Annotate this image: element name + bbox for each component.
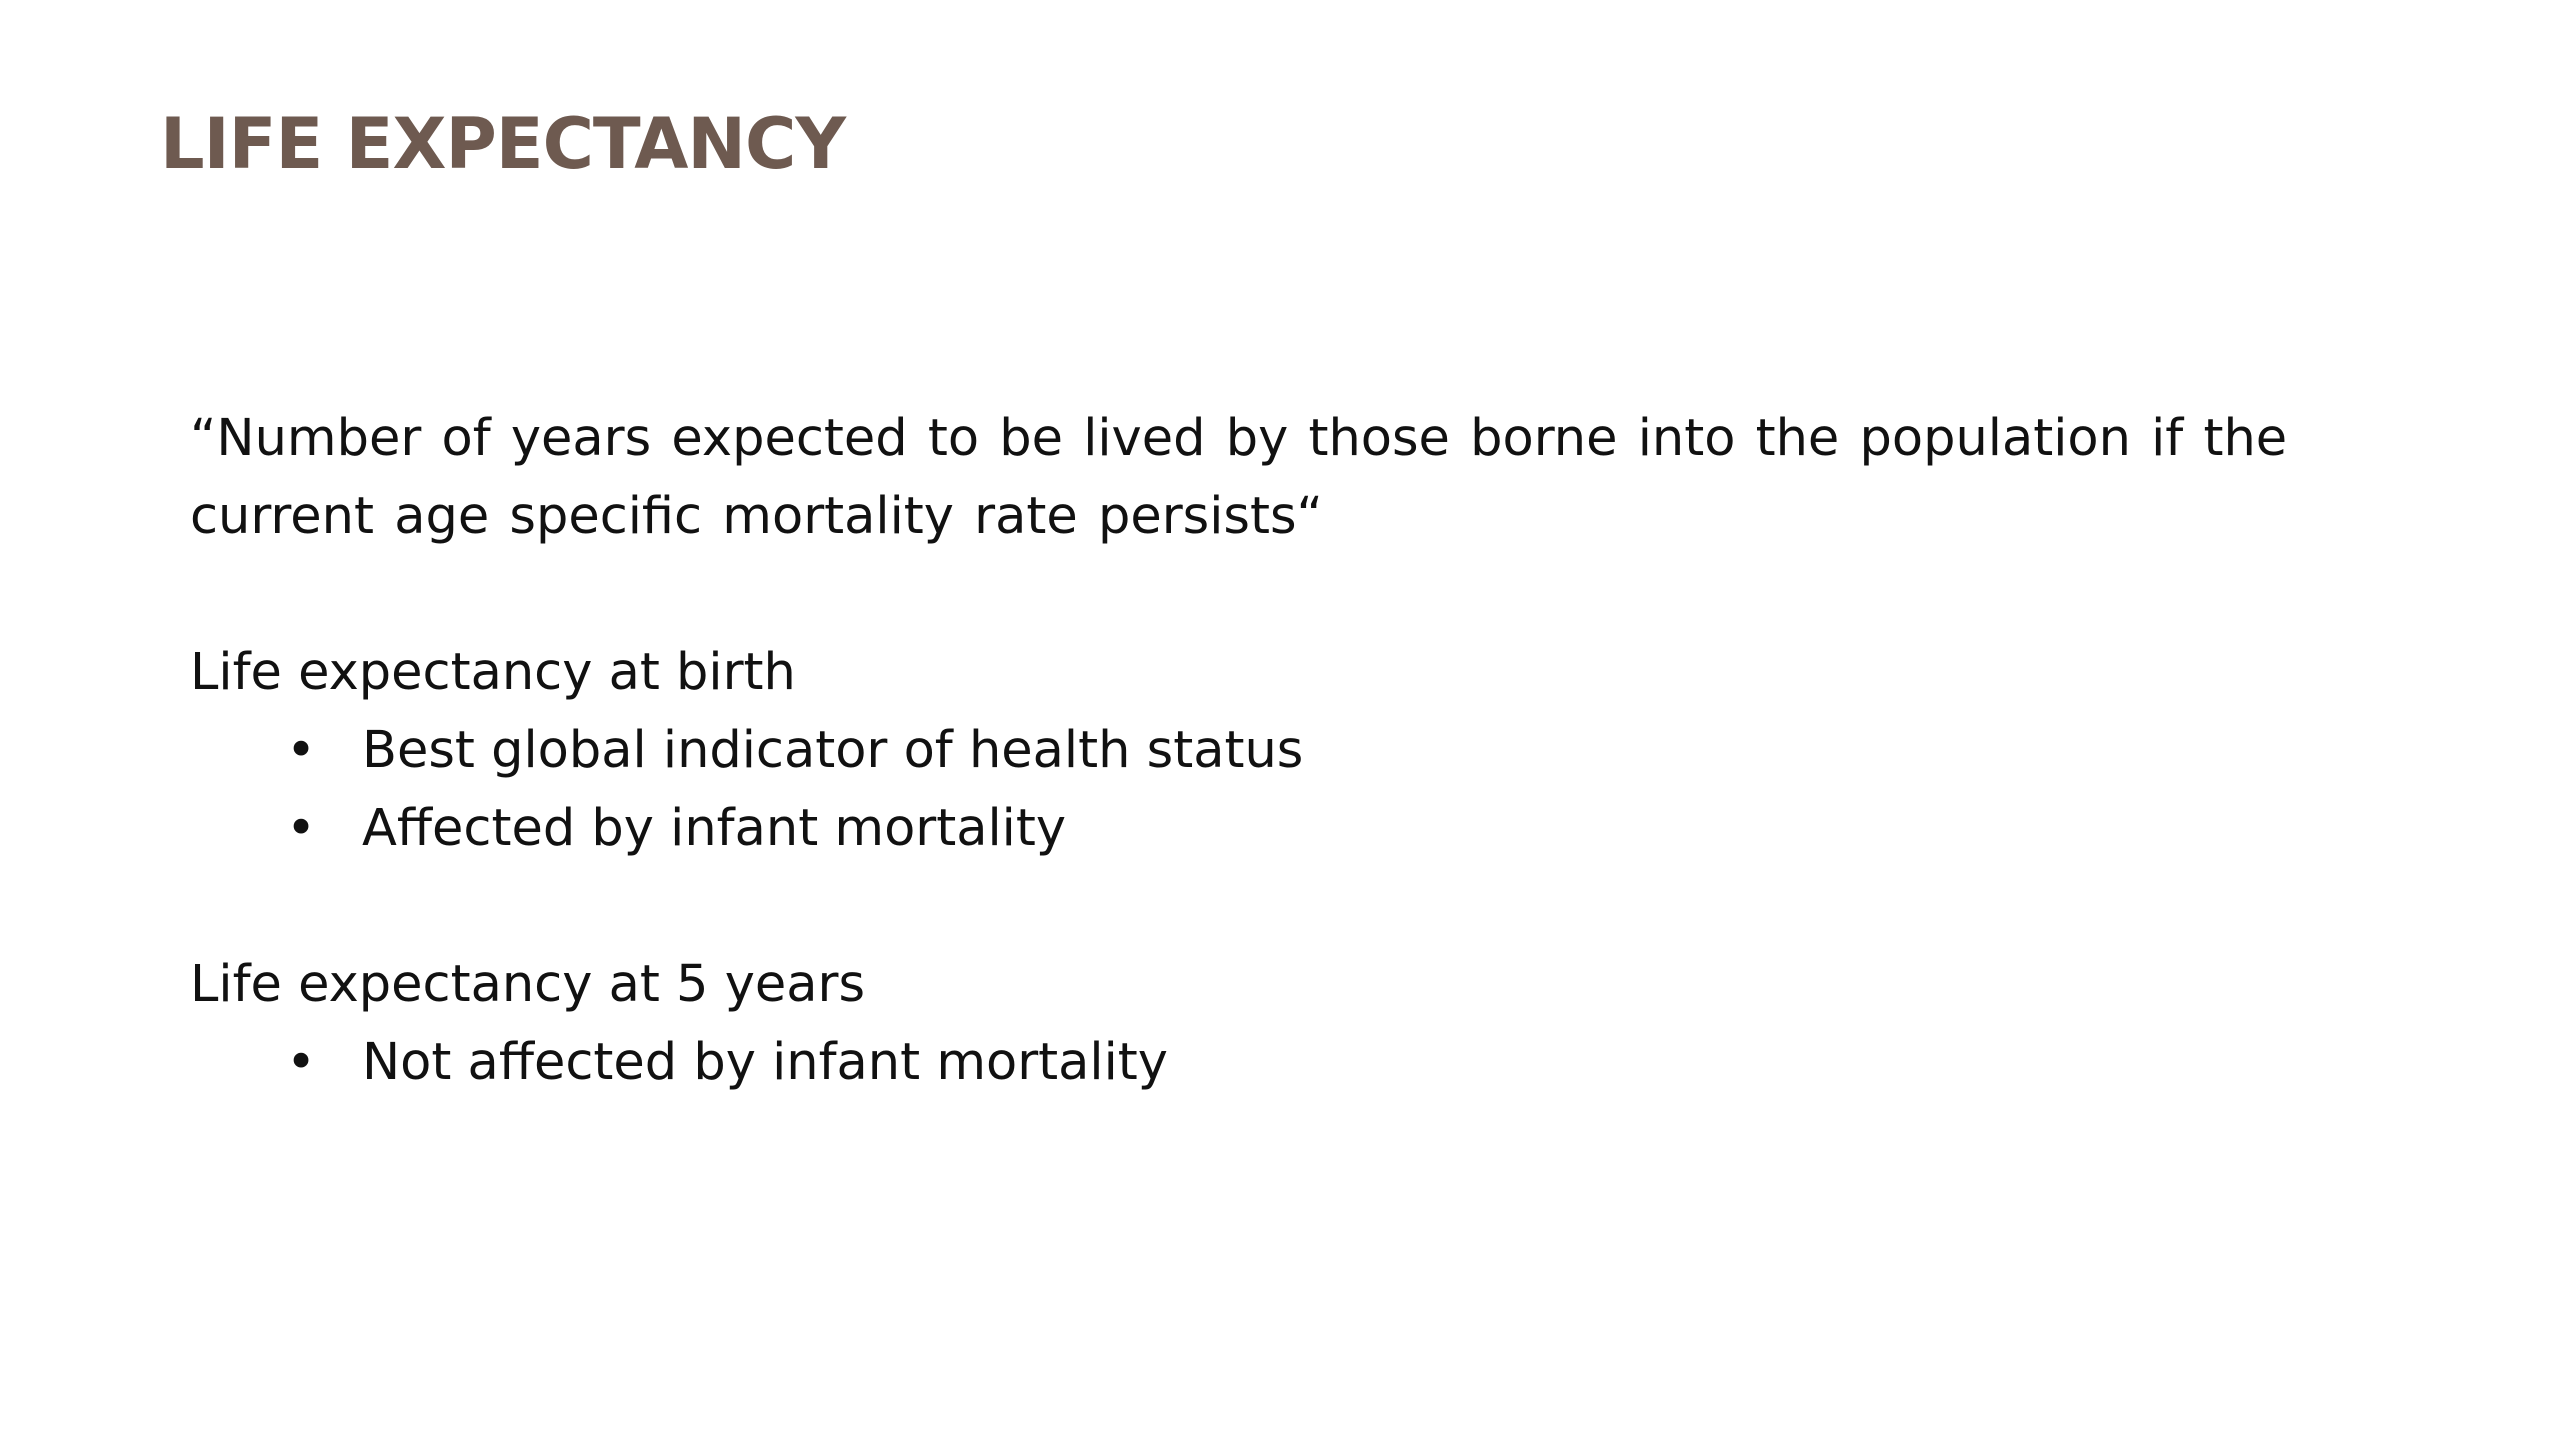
list-item [190, 712, 2310, 790]
bullet-text: Affected by infant mortality [362, 799, 1067, 858]
bullet-text: Best global indicator of health status [362, 721, 1304, 780]
bullet-text: Not affected by infant mortality [362, 1033, 1168, 1092]
list-item [190, 1024, 2310, 1102]
bullet-icon: • [286, 1033, 317, 1092]
slide-body [190, 400, 2310, 1102]
definition-quote: “Number of years expected to be lived by those borne into the population if the current age specific mortality rate persists“ [190, 409, 2288, 546]
section-heading-five-years: Life expectancy at 5 years [190, 955, 866, 1014]
bullet-list-birth [190, 712, 2310, 868]
slide-title: LIFE EXPECTANCY [160, 103, 846, 185]
bullet-icon: • [286, 799, 317, 858]
section-heading-birth: Life expectancy at birth [190, 643, 796, 702]
list-item [190, 790, 2310, 868]
bullet-list-five-years [190, 1024, 2310, 1102]
bullet-icon: • [286, 721, 317, 780]
